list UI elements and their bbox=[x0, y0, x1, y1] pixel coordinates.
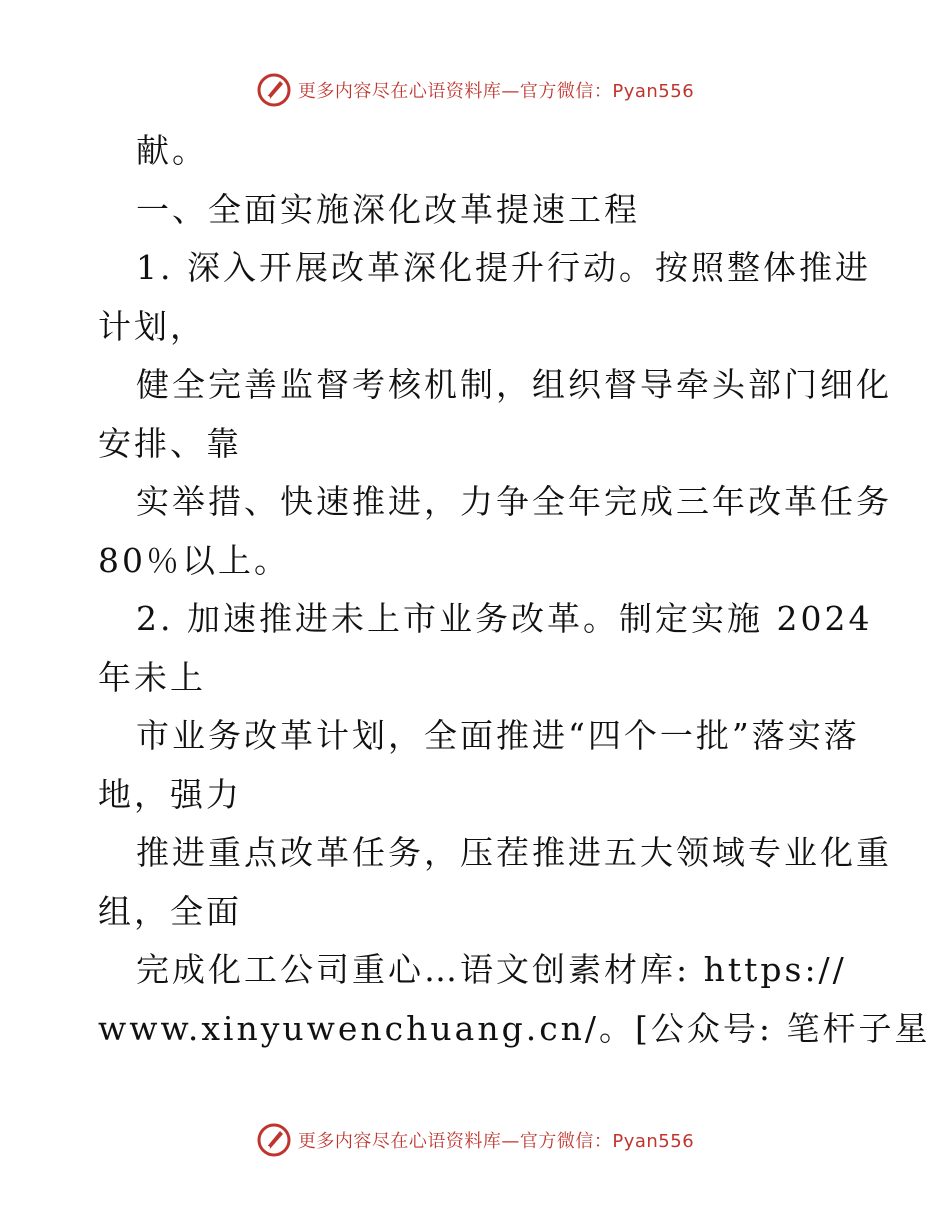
paragraph-line: 1. 深入开展改革深化提升行动。按照整体推进 bbox=[136, 248, 871, 287]
watermark-text: 更多内容尽在心语资料库—官方微信：Pyan556 bbox=[297, 1131, 695, 1152]
paragraph-line: 健全完善监督考核机制，组织督导牵头部门细化 bbox=[136, 365, 892, 404]
paragraph-line: www.xinyuwenchuang.cn/。[公众号: 笔杆子星 bbox=[98, 1008, 931, 1048]
paragraph-line: 献。 bbox=[136, 131, 208, 170]
section-heading: 一、全面实施深化改革提速工程 bbox=[136, 189, 640, 229]
pen-nib-icon bbox=[256, 72, 292, 108]
paragraph-line: 实举措、快速推进，力争全年完成三年改革任务 bbox=[136, 482, 892, 521]
paragraph-line: 推进重点改革任务，压茬推进五大领域专业化重 bbox=[136, 833, 892, 872]
paragraph-line: 组，全面 bbox=[98, 891, 242, 931]
paragraph-line: 计划， bbox=[98, 306, 206, 346]
paragraph-line: 80％以上。 bbox=[98, 540, 290, 580]
paragraph-line: 完成化工公司重心…语文创素材库: https:// bbox=[136, 950, 847, 989]
paragraph-line: 安排、靠 bbox=[98, 423, 242, 463]
header-watermark bbox=[0, 70, 950, 110]
paragraph-line: 年未上 bbox=[98, 657, 206, 697]
footer-watermark bbox=[0, 1120, 950, 1160]
watermark-text: 更多内容尽在心语资料库—官方微信：Pyan556 bbox=[297, 81, 695, 102]
document-body bbox=[98, 122, 931, 1058]
paragraph-line: 地，强力 bbox=[98, 774, 242, 814]
pen-nib-icon bbox=[256, 1122, 292, 1158]
paragraph-line: 2. 加速推进未上市业务改革。制定实施 2024 bbox=[136, 599, 873, 638]
paragraph-line: 市业务改革计划，全面推进“四个一批”落实落 bbox=[136, 716, 860, 755]
